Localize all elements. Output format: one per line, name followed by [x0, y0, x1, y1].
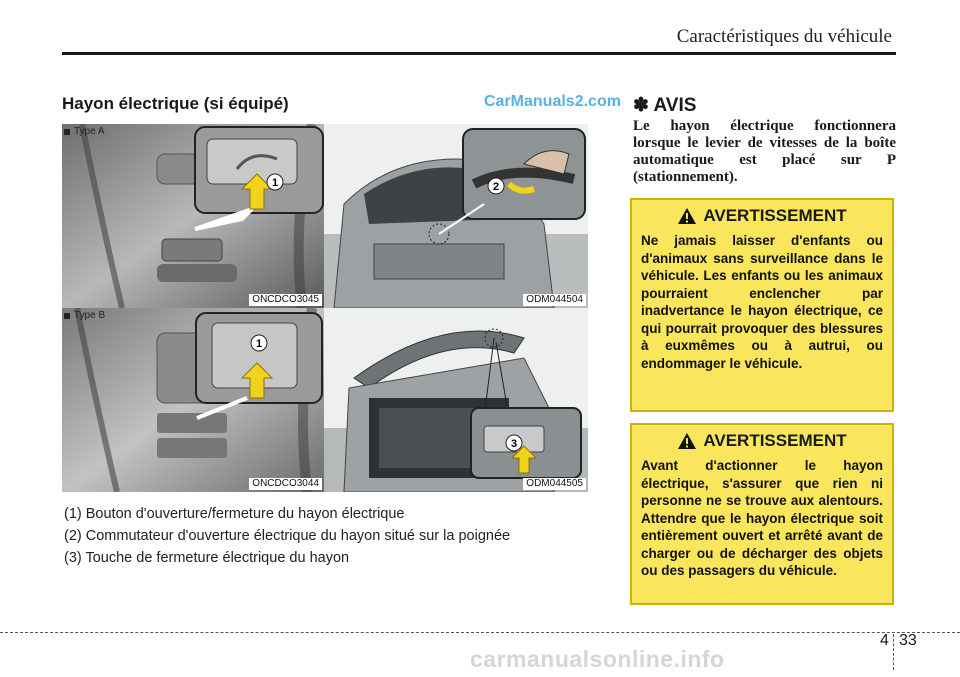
avis-body: Le hayon électrique fonctionnera lorsque le levier de vitesses de la boîte automatique est placé sur P (stationnement).: [633, 118, 896, 185]
warning-box-1: [630, 198, 894, 412]
figure-open-tailgate: [324, 308, 588, 492]
footer-watermark: carmanualsonline.info: [470, 646, 725, 672]
warning-body: Avant d'actionner le hayon électrique, s'assurer que rien ni personne ne se trouve aux alentours. Attendre que le hayon électrique soit entièrement ouvert et arrêté avant de charger ou de décharger des objets ou des passagers du véhicule.: [641, 458, 883, 578]
callout-3: 3: [510, 438, 518, 450]
section-title: Hayon électrique (si équipé): [62, 94, 289, 113]
figure-code: ONCDCO3044: [249, 478, 322, 490]
type-a-label: Type A: [74, 126, 105, 137]
page-number-separator: [893, 634, 894, 670]
warning-heading: [641, 431, 883, 451]
callout-1a: 1: [271, 177, 279, 189]
avis-title: ✽ AVIS: [633, 95, 697, 116]
caption-3: (3) Touche de fermeture électrique du hayon: [64, 550, 350, 566]
page-number: 33: [899, 632, 917, 649]
caption-2: (2) Commutateur d'ouverture électrique du hayon situé sur la poignée: [64, 528, 511, 544]
running-header: Caractéristiques du véhicule: [676, 26, 892, 47]
type-a-tag: [64, 126, 105, 137]
type-b-label: Type B: [74, 310, 106, 321]
footer-rule: [0, 632, 960, 633]
caption-1: (1) Bouton d'ouverture/fermeture du hayon électrique: [64, 506, 405, 522]
figure-code: ODM044505: [523, 478, 586, 490]
warning-title: AVERTISSEMENT: [703, 206, 847, 225]
figure-tailgate-handle: [324, 124, 588, 308]
warning-body: Ne jamais laisser d'enfants ou d'animaux sans surveillance dans le véhicule. Les enfants ou les animaux pourraient enclencher par inadvertance le hayon électrique, ce qui pourrait provoquer des blessures à euxmêmes ou à autrui, ou endommager le véhicule.: [641, 233, 883, 371]
type-b-tag: [64, 310, 105, 321]
carmanuals-watermark: CarManuals2.com: [484, 93, 621, 110]
figure-code: ONCDCO3045: [249, 294, 322, 306]
figure-code: ODM044504: [523, 294, 586, 306]
header-rule: [62, 52, 896, 55]
warning-heading: [641, 206, 883, 226]
callout-1b: 1: [255, 338, 263, 350]
chapter-number: 4: [880, 632, 889, 649]
bullet-square-icon: [64, 129, 70, 135]
bullet-square-icon: [64, 313, 70, 319]
warning-triangle-icon: [677, 207, 697, 225]
warning-triangle-icon: [677, 432, 697, 450]
warning-box-2: [630, 423, 894, 605]
warning-title: AVERTISSEMENT: [703, 431, 847, 450]
figure-type-b-console: [62, 308, 324, 492]
callout-2: 2: [492, 181, 500, 193]
figure-type-a-dashboard: [62, 124, 324, 308]
